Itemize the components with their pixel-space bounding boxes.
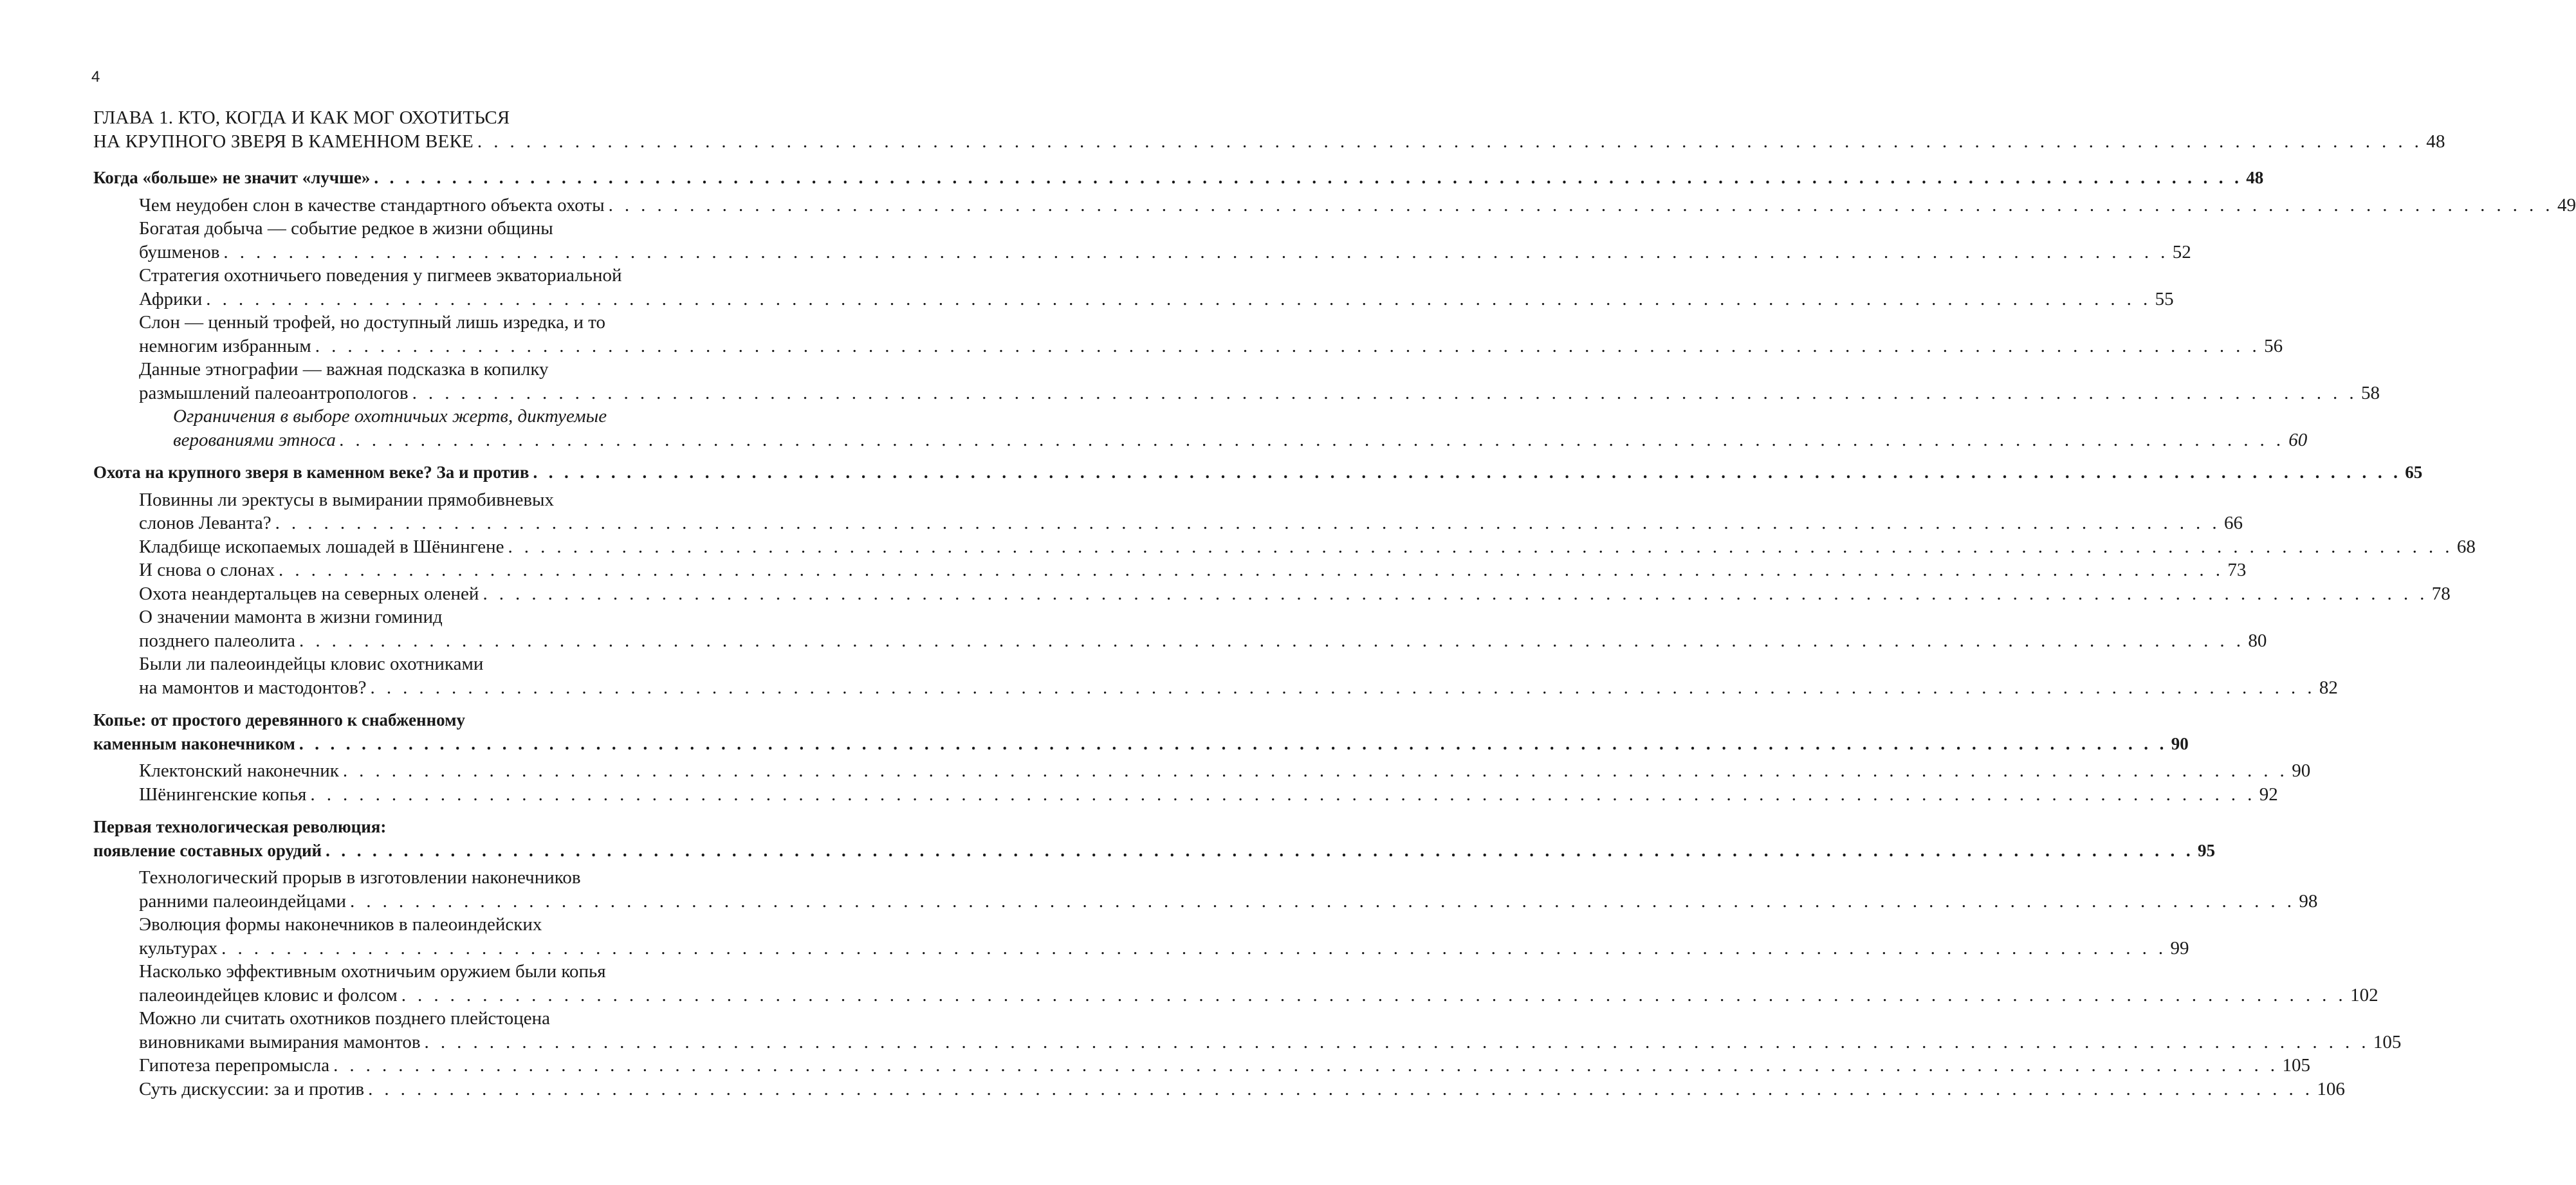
toc-entry-title-line: появление составных орудий [93,840,322,860]
toc-entry-title-line: Эволюция формы наконечников в палеоиндейских [139,914,542,935]
dot-leader: . . . . . . . . . . . . . . . . . . . . . . . . . . . . . . . . . . . . . . . . . . . . . . . . . . . . . . . . . . . . . . . . . . . . . . . . . . . . . . . . . . . . . . . . . . . . . . . . . . . . . . . . . . . . . . . . . . . . . . . . [401,984,2347,1006]
toc-entry-title-line: Первая технологическая революция: [93,817,387,836]
toc-page-number: 60 [2288,429,2308,450]
toc-subsection-entry[interactable] [139,582,2451,606]
dot-leader: . . . . . . . . . . . . . . . . . . . . . . . . . . . . . . . . . . . . . . . . . . . . . . . . . . . . . . . . . . . . . . . . . . . . . . . . . . . . . . . . . . . . . . . . . . . . . . . . . . . . . . . . . . . . . . . . . . . . . . . . [350,890,2295,912]
toc-entry-title-line: НА КРУПНОГО ЗВЕРЯ В КАМЕННОМ ВЕКЕ [93,131,474,152]
toc-entry-title-line: Африки [139,288,203,309]
toc-entry-title-line: Клектонский наконечник [139,760,339,781]
dot-leader: . . . . . . . . . . . . . . . . . . . . . . . . . . . . . . . . . . . . . . . . . . . . . . . . . . . . . . . . . . . . . . . . . . . . . . . . . . . . . . . . . . . . . . . . . . . . . . . . . . . . . . . . . . . . . . . . . . . . . . . . [608,194,2553,216]
toc-entry-title-line: немногим избранным [139,335,311,356]
toc-page-number: 56 [2264,335,2283,356]
toc-page-number: 80 [2248,630,2267,651]
toc-entry-title-line: Когда «больше» не значит «лучше» [93,168,371,187]
dot-leader: . . . . . . . . . . . . . . . . . . . . . . . . . . . . . . . . . . . . . . . . . . . . . . . . . . . . . . . . . . . . . . . . . . . . . . . . . . . . . . . . . . . . . . . . . . . . . . . . . . . . . . . . . . . . . . . . . . . . . . . . [333,1055,2279,1076]
toc-entry-title-line: Гипотеза перепромысла [139,1055,330,1076]
toc-page-number: 98 [2299,890,2318,912]
dot-leader: . . . . . . . . . . . . . . . . . . . . . . . . . . . . . . . . . . . . . . . . . . . . . . . . . . . . . . . . . . . . . . . . . . . . . . . . . . . . . . . . . . . . . . . . . . . . . . . . . . . . . . . . . . . . . . . . . . . . . . . . [368,1078,2314,1099]
toc-page-number: 82 [2319,677,2338,698]
toc-page-number: 92 [2259,784,2278,805]
dot-leader: . . . . . . . . . . . . . . . . . . . . . . . . . . . . . . . . . . . . . . . . . . . . . . . . . . . . . . . . . . . . . . . . . . . . . . . . . . . . . . . . . . . . . . . . . . . . . . . . . . . . . . . . . . . . . . . . . . . . . . . . [370,677,2315,698]
dot-leader: . . . . . . . . . . . . . . . . . . . . . . . . . . . . . . . . . . . . . . . . . . . . . . . . . . . . . . . . . . . . . . . . . . . . . . . . . . . . . . . . . . . . . . . . . . . . . . . . . . . . . . . . . . . . . . . . . . . . . . . . [339,429,2285,450]
toc-subsection-entry[interactable] [139,1078,2345,1101]
dot-leader: . . . . . . . . . . . . . . . . . . . . . . . . . . . . . . . . . . . . . . . . . . . . . . . . . . . . . . . . . . . . . . . . . . . . . . . . . . . . . . . . . . . . . . . . . . . . . . . . . . . . . . . . . . . . . . . . . . . . . . . . [533,463,2402,482]
toc-page-number: 66 [2223,513,2243,533]
dot-leader: . . . . . . . . . . . . . . . . . . . . . . . . . . . . . . . . . . . . . . . . . . . . . . . . . . . . . . . . . . . . . . . . . . . . . . . . . . . . . . . . . . . . . . . . . . . . . . . . . . . . . . . . . . . . . . . . . . . . . . . . [424,1031,2369,1052]
toc-subsection-entry[interactable] [139,960,2378,1007]
toc-entry-title-line: верованиями этноса [173,429,336,450]
dot-leader: . . . . . . . . . . . . . . . . . . . . . . . . . . . . . . . . . . . . . . . . . . . . . . . . . . . . . . . . . . . . . . . . . . . . . . . . . . . . . . . . . . . . . . . . . . . . . . . . . . . . . . . . . . . . . . . . . . . . . . . . [299,733,2167,753]
toc-subsection-entry[interactable] [139,866,2318,913]
toc-page-number: 99 [2170,937,2189,959]
toc-entry-title-line: Стратегия охотничьего поведения у пигмеев экваториальной [139,265,622,286]
toc-entry-title-line: палеоиндейцев кловис и фолсом [139,984,398,1006]
toc-entry-title-line: ГЛАВА 1. КТО, КОГДА И КАК МОГ ОХОТИТЬСЯ [93,107,510,128]
dot-leader: . . . . . . . . . . . . . . . . . . . . . . . . . . . . . . . . . . . . . . . . . . . . . . . . . . . . . . . . . . . . . . . . . . . . . . . . . . . . . . . . . . . . . . . . . . . . . . . . . . . . . . . . . . . . . . . . . . . . . . . . [315,335,2261,356]
toc-entry-title-line: Можно ли считать охотников позднего плейстоцена [139,1008,550,1029]
toc-entry-title-line: Слон — ценный трофей, но доступный лишь изредка, и то [139,312,606,333]
toc-subsubsection-entry[interactable] [173,405,2308,452]
toc-subsection-entry[interactable] [139,1007,2402,1054]
toc-entry-title-line: Чем неудобен слон в качестве стандартного объекта охоты [139,194,605,216]
toc-subsection-entry[interactable] [139,605,2267,652]
toc-entry-title-line: О значении мамонта в жизни гоминид [139,607,443,627]
dot-leader: . . . . . . . . . . . . . . . . . . . . . . . . . . . . . . . . . . . . . . . . . . . . . . . . . . . . . . . . . . . . . . . . . . . . . . . . . . . . . . . . . . . . . . . . . . . . . . . . . . . . . . . . . . . . . . . . . . . . . . . . [508,536,2453,557]
toc-entry-title-line: Повинны ли эректусы в вымирании прямобивневых [139,489,555,510]
toc-page-number: 48 [2246,168,2264,187]
toc-entry-title-line: Технологический прорыв в изготовлении наконечников [139,867,581,888]
dot-leader: . . . . . . . . . . . . . . . . . . . . . . . . . . . . . . . . . . . . . . . . . . . . . . . . . . . . . . . . . . . . . . . . . . . . . . . . . . . . . . . . . . . . . . . . . . . . . . . . . . . . . . . . . . . . . . . . . . . . . . . . [477,131,2423,152]
toc-entry-title-line: И снова о слонах [139,560,275,580]
toc-subsection-entry[interactable] [139,535,2476,559]
dot-leader: . . . . . . . . . . . . . . . . . . . . . . . . . . . . . . . . . . . . . . . . . . . . . . . . . . . . . . . . . . . . . . . . . . . . . . . . . . . . . . . . . . . . . . . . . . . . . . . . . . . . . . . . . . . . . . . . . . . . . . . . [374,168,2243,187]
toc-page-number: 52 [2172,241,2191,262]
toc-subsection-entry[interactable] [139,783,2278,807]
toc-page-number: 65 [2405,463,2423,482]
dot-leader: . . . . . . . . . . . . . . . . . . . . . . . . . . . . . . . . . . . . . . . . . . . . . . . . . . . . . . . . . . . . . . . . . . . . . . . . . . . . . . . . . . . . . . . . . . . . . . . . . . . . . . . . . . . . . . . . . . . . . . . . [279,560,2224,580]
toc-subsection-entry[interactable] [139,264,2174,311]
toc-chapter-entry[interactable] [93,106,2445,153]
toc-page-number: 95 [2197,840,2215,860]
toc-entry-title-line: культурах [139,937,218,959]
toc-entry-title-line: Данные этнографии — важная подсказка в копилку [139,359,549,380]
toc-entry-title-line: на мамонтов и мастодонтов? [139,677,367,698]
toc-entry-title-line: виновниками вымирания мамонтов [139,1031,421,1052]
toc-page-number: 68 [2456,536,2476,557]
dot-leader: . . . . . . . . . . . . . . . . . . . . . . . . . . . . . . . . . . . . . . . . . . . . . . . . . . . . . . . . . . . . . . . . . . . . . . . . . . . . . . . . . . . . . . . . . . . . . . . . . . . . . . . . . . . . . . . . . . . . . . . . [299,630,2245,651]
toc-section-entry[interactable] [93,166,2264,190]
toc-page-number: 58 [2360,382,2380,403]
toc-page-number: 102 [2350,984,2378,1006]
dot-leader: . . . . . . . . . . . . . . . . . . . . . . . . . . . . . . . . . . . . . . . . . . . . . . . . . . . . . . . . . . . . . . . . . . . . . . . . . . . . . . . . . . . . . . . . . . . . . . . . . . . . . . . . . . . . . . . . . . . . . . . . [206,288,2151,309]
toc-subsection-entry[interactable] [139,194,2576,217]
page-number: 4 [91,68,100,86]
toc-entry-title-line: бушменов [139,241,220,262]
toc-entry-title-line: позднего палеолита [139,630,296,651]
toc-section-entry[interactable] [93,461,2423,484]
dot-leader: . . . . . . . . . . . . . . . . . . . . . . . . . . . . . . . . . . . . . . . . . . . . . . . . . . . . . . . . . . . . . . . . . . . . . . . . . . . . . . . . . . . . . . . . . . . . . . . . . . . . . . . . . . . . . . . . . . . . . . . . [483,583,2428,604]
toc-entry-title-line: Охота неандертальцев на северных оленей [139,583,479,604]
toc-page-number: 106 [2317,1078,2345,1099]
toc-subsection-entry[interactable] [139,558,2247,582]
toc-entry-title-line: Насколько эффективным охотничьим оружием были копья [139,961,606,982]
dot-leader: . . . . . . . . . . . . . . . . . . . . . . . . . . . . . . . . . . . . . . . . . . . . . . . . . . . . . . . . . . . . . . . . . . . . . . . . . . . . . . . . . . . . . . . . . . . . . . . . . . . . . . . . . . . . . . . . . . . . . . . . [310,784,2256,805]
toc-subsection-entry[interactable] [139,311,2283,358]
toc-page-number: 105 [2373,1031,2402,1052]
toc-page-number: 78 [2431,583,2451,604]
dot-leader: . . . . . . . . . . . . . . . . . . . . . . . . . . . . . . . . . . . . . . . . . . . . . . . . . . . . . . . . . . . . . . . . . . . . . . . . . . . . . . . . . . . . . . . . . . . . . . . . . . . . . . . . . . . . . . . . . . . . . . . . [223,241,2169,262]
toc-entry-title-line: Были ли палеоиндейцы кловис охотниками [139,654,484,674]
dot-leader: . . . . . . . . . . . . . . . . . . . . . . . . . . . . . . . . . . . . . . . . . . . . . . . . . . . . . . . . . . . . . . . . . . . . . . . . . . . . . . . . . . . . . . . . . . . . . . . . . . . . . . . . . . . . . . . . . . . . . . . . [412,382,2357,403]
toc-page-number: 49 [2557,194,2576,216]
toc-entry-title-line: слонов Леванта? [139,513,271,533]
toc-subsection-entry[interactable] [139,488,2243,535]
toc-entry-title-line: Копье: от простого деревянного к снабженному [93,710,466,730]
toc-entry-title-line: каменным наконечником [93,733,295,753]
toc-section-entry[interactable] [93,708,2189,755]
toc-entry-title-line: Кладбище ископаемых лошадей в Шёнингене [139,536,504,557]
toc-entry-title-line: Шёнингенские копья [139,784,307,805]
table-of-contents [93,106,2576,1101]
toc-page-number: 90 [2171,733,2189,753]
toc-page-number: 55 [2155,288,2174,309]
toc-page-number: 90 [2292,760,2311,781]
toc-page-number: 105 [2282,1055,2310,1076]
toc-entry-title-line: Суть дискуссии: за и против [139,1078,365,1099]
toc-subsection-entry[interactable] [139,1054,2310,1078]
toc-entry-title-line: размышлений палеоантропологов [139,382,409,403]
toc-subsection-entry[interactable] [139,358,2380,405]
toc-section-entry[interactable] [93,815,2215,862]
dot-leader: . . . . . . . . . . . . . . . . . . . . . . . . . . . . . . . . . . . . . . . . . . . . . . . . . . . . . . . . . . . . . . . . . . . . . . . . . . . . . . . . . . . . . . . . . . . . . . . . . . . . . . . . . . . . . . . . . . . . . . . . [326,840,2194,860]
dot-leader: . . . . . . . . . . . . . . . . . . . . . . . . . . . . . . . . . . . . . . . . . . . . . . . . . . . . . . . . . . . . . . . . . . . . . . . . . . . . . . . . . . . . . . . . . . . . . . . . . . . . . . . . . . . . . . . . . . . . . . . . [221,937,2167,959]
toc-subsection-entry[interactable] [139,913,2189,960]
toc-subsection-entry[interactable] [139,759,2311,783]
toc-entry-title-line: Ограничения в выборе охотничьих жертв, диктуемые [173,406,607,427]
toc-entry-title-line: ранними палеоиндейцами [139,890,346,912]
toc-page-number: 73 [2227,560,2247,580]
toc-entry-title-line: Охота на крупного зверя в каменном веке? За и против [93,463,529,482]
toc-page-number: 48 [2426,131,2445,152]
toc-subsection-entry[interactable] [139,652,2338,699]
dot-leader: . . . . . . . . . . . . . . . . . . . . . . . . . . . . . . . . . . . . . . . . . . . . . . . . . . . . . . . . . . . . . . . . . . . . . . . . . . . . . . . . . . . . . . . . . . . . . . . . . . . . . . . . . . . . . . . . . . . . . . . . [275,513,2220,533]
toc-entry-title-line: Богатая добыча — событие редкое в жизни общины [139,218,553,239]
toc-subsection-entry[interactable] [139,217,2191,264]
dot-leader: . . . . . . . . . . . . . . . . . . . . . . . . . . . . . . . . . . . . . . . . . . . . . . . . . . . . . . . . . . . . . . . . . . . . . . . . . . . . . . . . . . . . . . . . . . . . . . . . . . . . . . . . . . . . . . . . . . . . . . . . [342,760,2288,781]
